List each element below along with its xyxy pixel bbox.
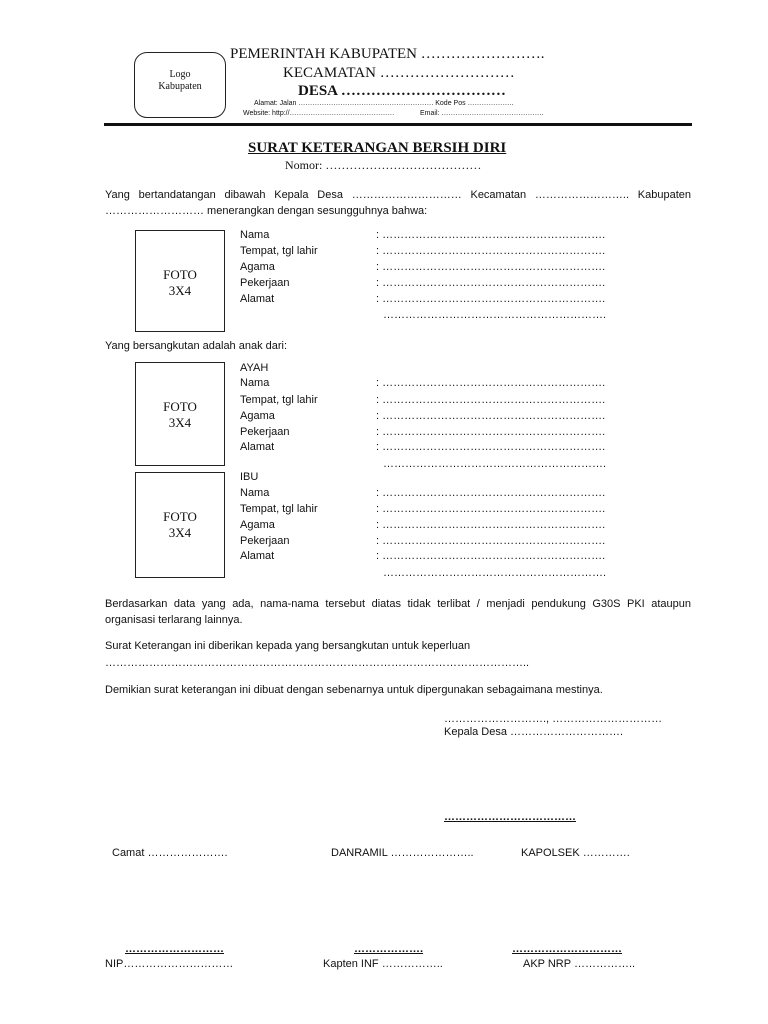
mother-label-address: Alamat xyxy=(240,550,275,562)
village-head-signature: ……………………………… xyxy=(444,811,576,823)
camat-title: Camat …………………. xyxy=(112,847,228,859)
father-value-address: : ……………………………………………………. xyxy=(376,441,606,453)
logo-label-2: Kabupaten xyxy=(158,81,202,92)
mother-label-birth: Tempat, tgl lahir xyxy=(240,503,318,515)
father-label-name: Nama xyxy=(240,377,270,389)
field-value-address-cont: ……………………………………………………. xyxy=(383,309,607,321)
field-label-religion: Agama xyxy=(240,261,275,273)
field-value-religion: : ……………………………………………………. xyxy=(376,261,606,273)
field-label-address: Alamat xyxy=(240,293,275,305)
kapolsek-rank: AKP NRP …………….. xyxy=(523,958,636,970)
father-value-address-cont: ……………………………………………………. xyxy=(383,458,607,470)
photo-box-subject xyxy=(135,230,225,332)
header-address: Alamat: Jalan …………………………………………………. Kode Pos ……………….. xyxy=(254,100,514,107)
photo-label: FOTO xyxy=(163,399,197,414)
mother-value-address: : ……………………………………………………. xyxy=(376,550,606,562)
logo-label-1: Logo xyxy=(169,69,191,80)
document-title: SURAT KETERANGAN BERSIH DIRI xyxy=(248,140,507,156)
father-value-occupation: : ……………………………………………………. xyxy=(376,426,606,438)
danramil-rank: Kapten INF …………….. xyxy=(323,958,443,970)
father-label-birth: Tempat, tgl lahir xyxy=(240,394,318,406)
father-label-address: Alamat xyxy=(240,441,275,453)
intro-line-1: Yang bertandatangan dibawah Kepala Desa ………………………… Kecamatan …………………….. Kabupaten xyxy=(105,189,691,201)
mother-value-address-cont: ……………………………………………………. xyxy=(383,567,607,579)
father-label-occupation: Pekerjaan xyxy=(240,426,290,438)
field-label-occupation: Pekerjaan xyxy=(240,277,290,289)
statement-line-1: Berdasarkan data yang ada, nama-nama tersebut diatas tidak terlibat / menjadi pendukung G30S PKI ataupun xyxy=(105,598,691,610)
purpose-line-2: …………………………………………………………………………………………………….. xyxy=(105,657,530,669)
statement-line-2: organisasi terlarang lainnya. xyxy=(105,614,243,626)
mother-value-religion: : ……………………………………………………. xyxy=(376,519,606,531)
mother-label-occupation: Pekerjaan xyxy=(240,535,290,547)
camat-nip: NIP………………………… xyxy=(105,958,234,970)
header-district: KECAMATAN ……………………… xyxy=(283,65,515,81)
field-value-name: : ……………………………………………………. xyxy=(376,229,606,241)
field-value-birth: : ……………………………………………………. xyxy=(376,245,606,257)
father-value-birth: : ……………………………………………………. xyxy=(376,394,606,406)
place-date: ………………………., ………………………… xyxy=(444,713,663,725)
kapolsek-title: KAPOLSEK …………. xyxy=(521,847,630,859)
village-head-title: Kepala Desa …………………………. xyxy=(444,726,624,738)
parents-intro: Yang bersangkutan adalah anak dari: xyxy=(105,340,288,352)
header-village: DESA …………………………… xyxy=(298,83,506,99)
mother-label-religion: Agama xyxy=(240,519,275,531)
camat-signature: ……………………… xyxy=(125,943,224,955)
mother-value-name: : ……………………………………………………. xyxy=(376,487,606,499)
mother-value-birth: : ……………………………………………………. xyxy=(376,503,606,515)
mother-label-name: Nama xyxy=(240,487,270,499)
field-label-birth: Tempat, tgl lahir xyxy=(240,245,318,257)
father-heading: AYAH xyxy=(240,362,269,374)
field-label-name: Nama xyxy=(240,229,270,241)
document-number: Nomor: ………………………………… xyxy=(285,158,482,172)
field-value-address: : ……………………………………………………. xyxy=(376,293,606,305)
header-government: PEMERINTAH KABUPATEN ……………………. xyxy=(230,46,545,62)
photo-size: 3X4 xyxy=(168,415,192,430)
closing-statement: Demikian surat keterangan ini dibuat dengan sebenarnya untuk dipergunakan sebagaimana mestinya. xyxy=(105,684,603,696)
father-value-name: : ……………………………………………………. xyxy=(376,377,606,389)
logo-placeholder xyxy=(134,52,226,118)
purpose-line-1: Surat Keterangan ini diberikan kepada yang bersangkutan untuk keperluan xyxy=(105,640,471,652)
photo-box-mother xyxy=(135,472,225,578)
photo-size: 3X4 xyxy=(168,525,192,540)
photo-label: FOTO xyxy=(163,267,197,282)
header-website: Website: http://……………………………………… xyxy=(243,110,395,117)
photo-size: 3X4 xyxy=(168,283,192,298)
header-divider xyxy=(104,123,692,126)
header-email: Email: …………………………………….. xyxy=(420,110,544,117)
father-value-religion: : ……………………………………………………. xyxy=(376,410,606,422)
mother-value-occupation: : ……………………………………………………. xyxy=(376,535,606,547)
photo-label: FOTO xyxy=(163,509,197,524)
father-label-religion: Agama xyxy=(240,410,275,422)
intro-line-2: ……………………… menerangkan dengan sesungguhnya bahwa: xyxy=(105,205,428,217)
photo-box-father xyxy=(135,362,225,466)
field-value-occupation: : ……………………………………………………. xyxy=(376,277,606,289)
danramil-title: DANRAMIL ………………….. xyxy=(331,847,474,859)
danramil-signature: ………………. xyxy=(354,943,424,955)
kapolsek-signature: ………………………… xyxy=(512,943,622,955)
mother-heading: IBU xyxy=(240,471,259,483)
